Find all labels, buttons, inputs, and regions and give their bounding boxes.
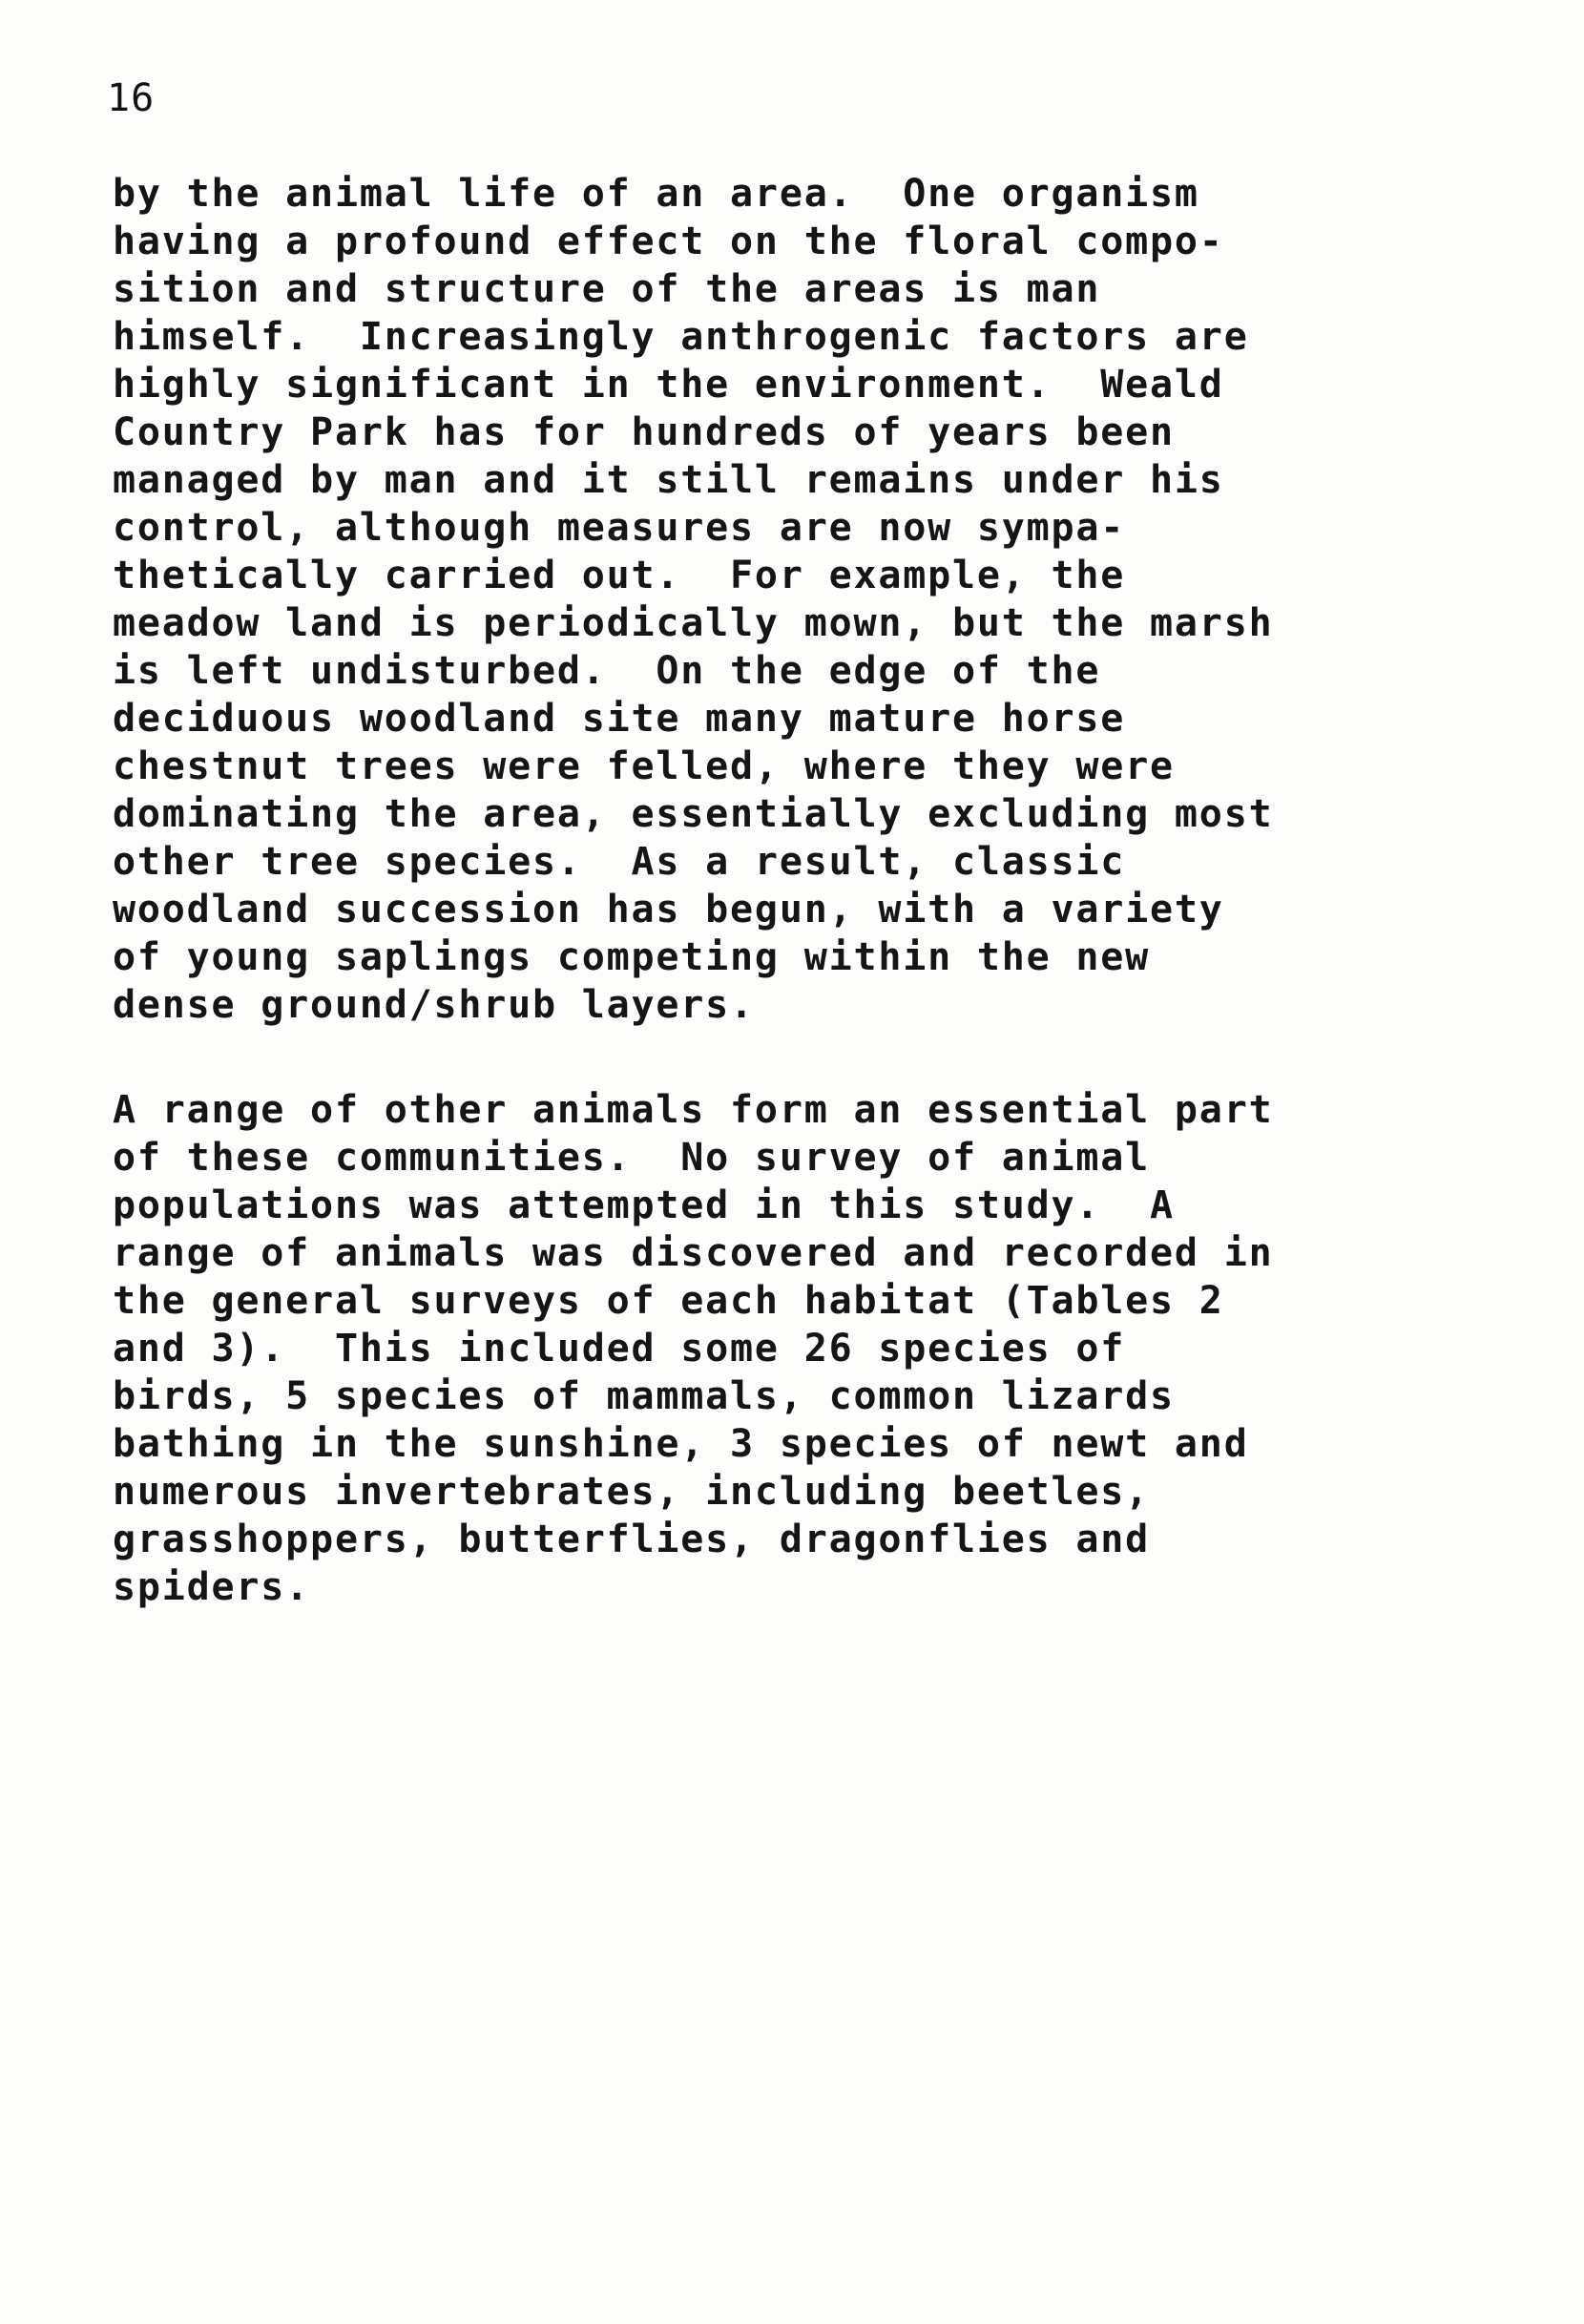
text-line: dominating the area, essentially excluding most [113, 792, 1274, 836]
text-line: range of animals was discovered and recorded in [113, 1231, 1274, 1275]
text-line: birds, 5 species of mammals, common lizards [113, 1374, 1175, 1418]
text-line: woodland succession has begun, with a variety [113, 888, 1224, 932]
text-line: dense ground/shrub layers. [113, 983, 755, 1027]
text-line: A range of other animals form an essential part [113, 1088, 1274, 1132]
text-line: grasshoppers, butterflies, dragonflies and [113, 1518, 1151, 1561]
text-line: himself. Increasingly anthrogenic factors are [113, 315, 1249, 359]
text-line: meadow land is periodically mown, but the marsh [113, 601, 1274, 645]
text-line: bathing in the sunshine, 3 species of newt and [113, 1422, 1249, 1466]
text-line: of young saplings competing within the new [113, 935, 1151, 979]
text-line: populations was attempted in this study. A [113, 1183, 1175, 1227]
text-line: deciduous woodland site many mature horse [113, 697, 1126, 741]
text-line: by the animal life of an area. One organism [113, 172, 1199, 216]
text-line: sition and structure of the areas is man [113, 267, 1101, 311]
text-line: and 3). This included some 26 species of [113, 1327, 1126, 1371]
text-line: having a profound effect on the floral compo- [113, 220, 1224, 263]
text-line: chestnut trees were felled, where they were [113, 744, 1175, 788]
text-line: spiders. [113, 1565, 311, 1609]
text-line: control, although measures are now sympa- [113, 506, 1126, 550]
text-line: the general surveys of each habitat (Tables 2 [113, 1279, 1224, 1323]
paragraph-biotic-man [113, 170, 1273, 1029]
paragraph-animal-communities [113, 1086, 1273, 1611]
text-line: other tree species. As a result, classic [113, 840, 1126, 884]
text-line: thetically carried out. For example, the [113, 554, 1126, 597]
page-number: 16 [107, 76, 156, 120]
text-line: Country Park has for hundreds of years been [113, 410, 1175, 454]
text-line: numerous invertebrates, including beetles, [113, 1470, 1151, 1514]
text-line: managed by man and it still remains under his [113, 458, 1224, 502]
text-line: is left undisturbed. On the edge of the [113, 649, 1101, 693]
text-line: highly significant in the environment. Weald [113, 363, 1224, 407]
text-line: of these communities. No survey of animal [113, 1136, 1151, 1180]
